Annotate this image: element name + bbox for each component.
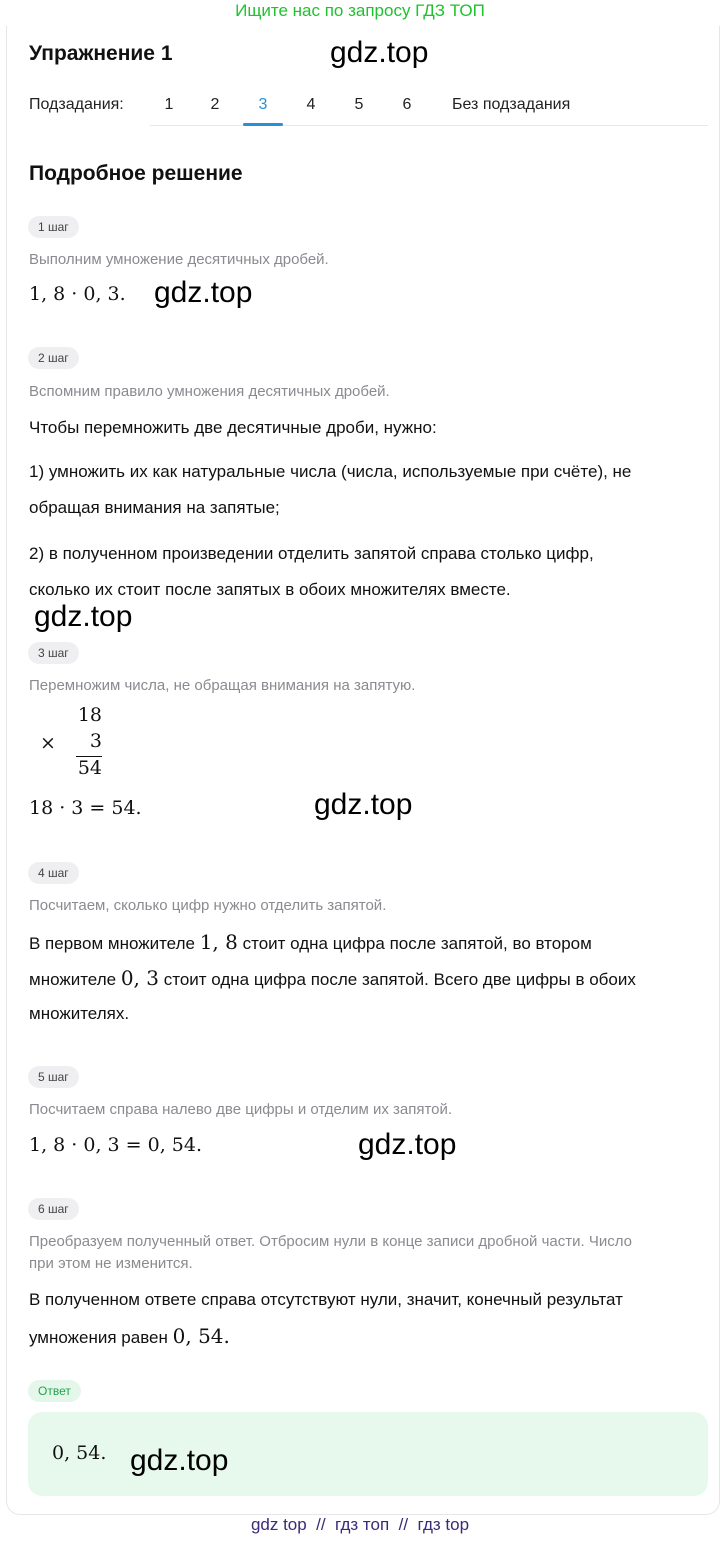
step-hint: Посчитаем справа налево две цифры и отделим их запятой. <box>29 1101 453 1118</box>
section-title: Подробное решение <box>29 162 243 185</box>
answer-value: 0, 54. <box>52 1442 107 1464</box>
step-badge: 5 шаг <box>28 1066 79 1088</box>
step-math: 1, 8 · 0, 3. <box>29 283 126 305</box>
tab-5[interactable]: 5 <box>354 96 364 113</box>
step-text: В полученном ответе справа отсутствуют нули, значит, конечный результат <box>29 1290 623 1309</box>
step-hint: Преобразуем полученный ответ. Отбросим нули в конце записи дробной части. Число <box>29 1233 632 1250</box>
step-hint: Выполним умножение десятичных дробей. <box>29 251 329 268</box>
footer-links[interactable]: gdz top // гдз топ // гдз top <box>250 1515 470 1534</box>
step-math: 1, 8 · 0, 3 = 0, 54. <box>29 1134 203 1156</box>
exercise-title: Упражнение 1 <box>29 42 173 65</box>
step-text: сколько их стоит после запятых в обоих множителях вместе. <box>29 580 511 599</box>
active-tab-indicator <box>243 123 283 126</box>
step-text: множителе 0, 3 стоит одна цифра после запятой. Всего две цифры в обоих <box>29 966 636 990</box>
tabs-divider <box>150 125 708 126</box>
step-text: обращая внимания на запятые; <box>29 498 280 517</box>
step-text: умножения равен 0, 54. <box>29 1324 230 1348</box>
step-badge: 3 шаг <box>28 642 79 664</box>
step-text: В первом множителе 1, 8 стоит одна цифра после запятой, во втором <box>29 930 592 954</box>
watermark: gdz.top <box>154 276 253 309</box>
step-text: множителях. <box>29 1004 130 1023</box>
tab-6[interactable]: 6 <box>402 96 412 113</box>
tab-4[interactable]: 4 <box>306 96 316 113</box>
step-text: 1) умножить их как натуральные числа (числа, используемые при счёте), не <box>29 462 632 481</box>
column-result: 54 <box>77 757 102 779</box>
watermark: gdz.top <box>314 788 413 821</box>
watermark: gdz.top <box>358 1128 457 1161</box>
answer-badge: Ответ <box>28 1380 81 1402</box>
step-math: 18 · 3 = 54. <box>29 797 142 819</box>
step-text: Чтобы перемножить две десятичные дроби, нужно: <box>29 418 437 437</box>
top-banner: Ищите нас по запросу ГДЗ ТОП <box>235 1 485 20</box>
step-hint: Перемножим числа, не обращая внимания на запятую. <box>29 677 416 694</box>
multiply-sign: × <box>40 732 56 754</box>
step-badge: 2 шаг <box>28 347 79 369</box>
step-hint: Вспомним правило умножения десятичных дробей. <box>29 383 390 400</box>
watermark: gdz.top <box>34 600 133 633</box>
tab-3[interactable]: 3 <box>258 96 268 113</box>
step-badge: 6 шаг <box>28 1198 79 1220</box>
tab-1[interactable]: 1 <box>164 96 174 113</box>
watermark: gdz.top <box>130 1444 229 1477</box>
step-text: 2) в полученном произведении отделить запятой справа столько цифр, <box>29 544 594 563</box>
watermark: gdz.top <box>330 36 429 69</box>
column-operand-a: 18 <box>77 704 102 726</box>
subtasks-label: Подзадания: <box>29 96 124 113</box>
column-operand-b: 3 <box>89 730 102 752</box>
step-badge: 4 шаг <box>28 862 79 884</box>
step-hint: при этом не изменится. <box>29 1255 193 1272</box>
step-hint: Посчитаем, сколько цифр нужно отделить запятой. <box>29 897 387 914</box>
tab-no-subtask[interactable]: Без подзадания <box>452 96 571 113</box>
step-badge: 1 шаг <box>28 216 79 238</box>
tab-2[interactable]: 2 <box>210 96 220 113</box>
